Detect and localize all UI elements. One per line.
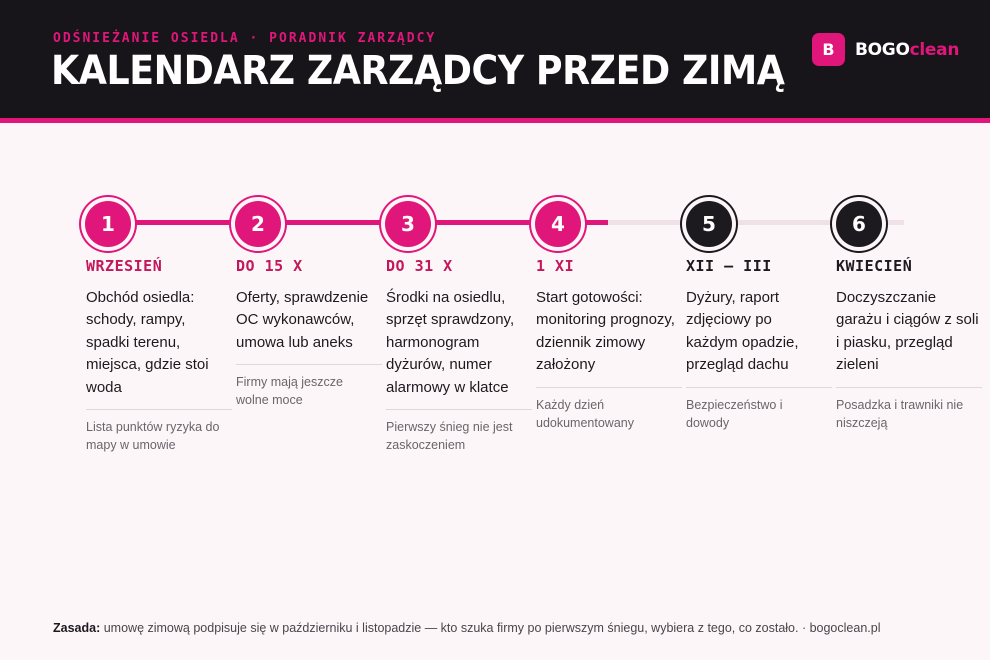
brand-mark-icon: B	[812, 33, 845, 66]
timeline-node-3: 3	[385, 201, 431, 247]
timeline-node-6: 6	[836, 201, 882, 247]
timeline-step-4	[536, 257, 676, 432]
kicker: ODŚNIEŻANIE OSIEDLA · PORADNIK ZARZĄDCY	[53, 31, 437, 46]
step-description: Obchód osiedla: schody, rampy, spadki terenu, miejsca, gdzie stoi woda	[86, 289, 209, 396]
timeline-node-5: 5	[686, 201, 732, 247]
timeline-node-2: 2	[235, 201, 281, 247]
timeline-node-4: 4	[535, 201, 581, 247]
step-divider	[836, 387, 982, 388]
timeline-step-2	[236, 257, 376, 409]
timeline-step-3	[386, 257, 526, 454]
header-stripe	[0, 118, 990, 123]
step-date: DO 15 X	[236, 257, 303, 275]
timeline-step-5	[686, 257, 826, 432]
timeline-node-1: 1	[85, 201, 131, 247]
step-note: Każdy dzień udokumentowany	[536, 397, 634, 430]
footer-text: umowę zimową podpisuje się w październiku i listopadzie — kto szuka firmy po pierwszym śniegu, wybiera z tego, co zostało. · bogoclean.pl	[100, 621, 881, 635]
timeline-step-6	[836, 257, 984, 432]
step-date: KWIECIEŃ	[836, 257, 913, 275]
step-note: Firmy mają jeszcze wolne moce	[236, 375, 343, 408]
step-date: DO 31 X	[386, 257, 453, 275]
step-description: Środki na osiedlu, sprzęt sprawdzony, harmonogram dyżurów, numer alarmowy w klatce	[386, 289, 515, 396]
step-divider	[536, 387, 682, 388]
step-description: Start gotowości: monitoring prognozy, dziennik zimowy założony	[536, 289, 675, 374]
step-description: Doczyszczanie garażu i ciągów z soli i piasku, przegląd zieleni	[836, 289, 979, 374]
brand-logo[interactable]	[812, 33, 959, 66]
timeline-track-done	[108, 220, 608, 225]
footer-label: Zasada:	[53, 621, 101, 635]
step-note: Pierwszy śnieg nie jest zaskoczeniem	[386, 420, 513, 453]
footer-rule	[53, 621, 880, 635]
step-date: XII – III	[686, 257, 772, 275]
step-note: Bezpieczeństwo i dowody	[686, 397, 783, 430]
header-bar	[0, 0, 990, 118]
step-divider	[236, 364, 382, 365]
step-divider	[386, 409, 532, 410]
step-divider	[686, 387, 832, 388]
timeline-step-1	[86, 257, 226, 454]
step-divider	[86, 409, 232, 410]
step-description: Dyżury, raport zdjęciowy po każdym opadzie, przegląd dachu	[686, 289, 799, 374]
step-date: WRZESIEŃ	[86, 257, 163, 275]
page-title: KALENDARZ ZARZĄDCY PRZED ZIMĄ	[51, 48, 785, 94]
step-date: 1 XI	[536, 257, 575, 275]
step-note: Posadzka i trawniki nie niszczeją	[836, 397, 964, 430]
brand-name-main: BOGO	[855, 39, 910, 60]
step-note: Lista punktów ryzyka do mapy w umowie	[86, 420, 220, 453]
brand-name-accent: clean	[909, 39, 960, 60]
brand-name	[855, 40, 959, 60]
step-description: Oferty, sprawdzenie OC wykonawców, umowa lub aneks	[236, 289, 369, 351]
